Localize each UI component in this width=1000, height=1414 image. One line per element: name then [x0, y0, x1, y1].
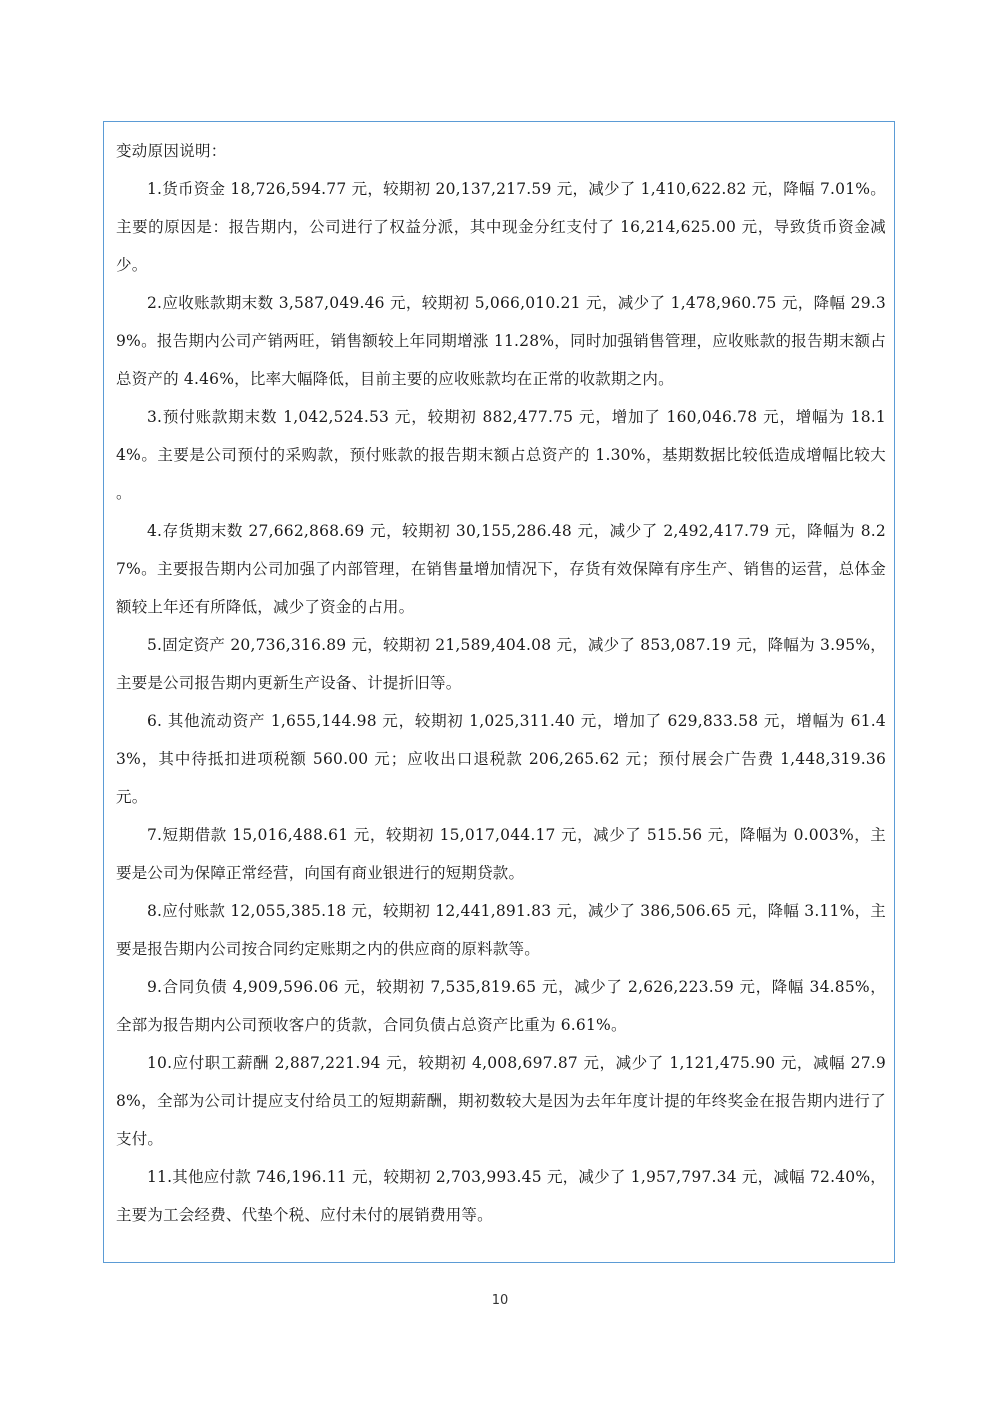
paragraph-other-payables: 11.其他应付款 746,196.11 元，较期初 2,703,993.45 元，减少了 1,957,797.34 元，减幅 72.40%，主要为工会经费、代垫个税、应付未付的展销费用等。 [116, 1168, 886, 1224]
paragraph-prepayments: 3.预付账款期末数 1,042,524.53 元，较期初 882,477.75 元，增加了 160,046.78 元，增幅为 18.14%。主要是公司预付的采购款，预付账款的报告期末额占总资产的 1.30%，基期数据比较低造成增幅比较大 。 [116, 408, 886, 502]
page-number: 10 [491, 1293, 509, 1308]
paragraph-fixed-assets: 5.固定资产 20,736,316.89 元，较期初 21,589,404.08 元，减少了 853,087.19 元，降幅为 3.95%，主要是公司报告期内更新生产设备、计提折旧等。 [116, 636, 886, 692]
paragraph-accounts-receivable: 2.应收账款期末数 3,587,049.46 元，较期初 5,066,010.21 元，减少了 1,478,960.75 元，降幅 29.39%。报告期内公司产销两旺，销售额较上年同期增涨 11.28%，同时加强销售管理，应收账款的报告期末额占总资产的 4.46%，比率大幅降低，目前主要的应收账款均在正常的收款期之内。 [116, 294, 886, 388]
paragraph-employee-compensation: 10.应付职工薪酬 2,887,221.94 元，较期初 4,008,697.87 元，减少了 1,121,475.90 元，减幅 27.98%，全部为公司计提应支付给员工的短期薪酬，期初数较大是因为去年年度计提的年终奖金在报告期内进行了支付。 [116, 1054, 886, 1148]
explanation-box [103, 121, 895, 1263]
paragraph-cash: 1.货币资金 18,726,594.77 元，较期初 20,137,217.59 元，减少了 1,410,622.82 元，降幅 7.01%。主要的原因是：报告期内，公司进行了权益分派，其中现金分红支付了 16,214,625.00 元，导致货币资金减少。 [116, 180, 886, 274]
paragraph-contract-liabilities: 9.合同负债 4,909,596.06 元，较期初 7,535,819.65 元，减少了 2,626,223.59 元，降幅 34.85%，全部为报告期内公司预收客户的货款，合同负债占总资产比重为 6.61%。 [116, 978, 886, 1034]
paragraph-accounts-payable: 8.应付账款 12,055,385.18 元，较期初 12,441,891.83 元，减少了 386,506.65 元，降幅 3.11%，主要是报告期内公司按合同约定账期之内的供应商的原料款等。 [116, 902, 886, 958]
paragraph-other-current-assets: 6. 其他流动资产 1,655,144.98 元，较期初 1,025,311.40 元，增加了 629,833.58 元，增幅为 61.43%，其中待抵扣进项税额 560.00 元；应收出口退税款 206,265.62 元；预付展会广告费 1,448,319.36 元。 [116, 712, 886, 806]
paragraph-short-term-loans: 7.短期借款 15,016,488.61 元，较期初 15,017,044.17 元，减少了 515.56 元，降幅为 0.003%，主要是公司为保障正常经营，向国有商业银进行的短期贷款。 [116, 826, 886, 882]
paragraph-inventory: 4.存货期末数 27,662,868.69 元，较期初 30,155,286.48 元，减少了 2,492,417.79 元，降幅为 8.27%。主要报告期内公司加强了内部管理，在销售量增加情况下，存货有效保障有序生产、销售的运营，总体金额较上年还有所降低，减少了资金的占用。 [116, 522, 886, 616]
section-heading: 变动原因说明： [116, 142, 227, 160]
